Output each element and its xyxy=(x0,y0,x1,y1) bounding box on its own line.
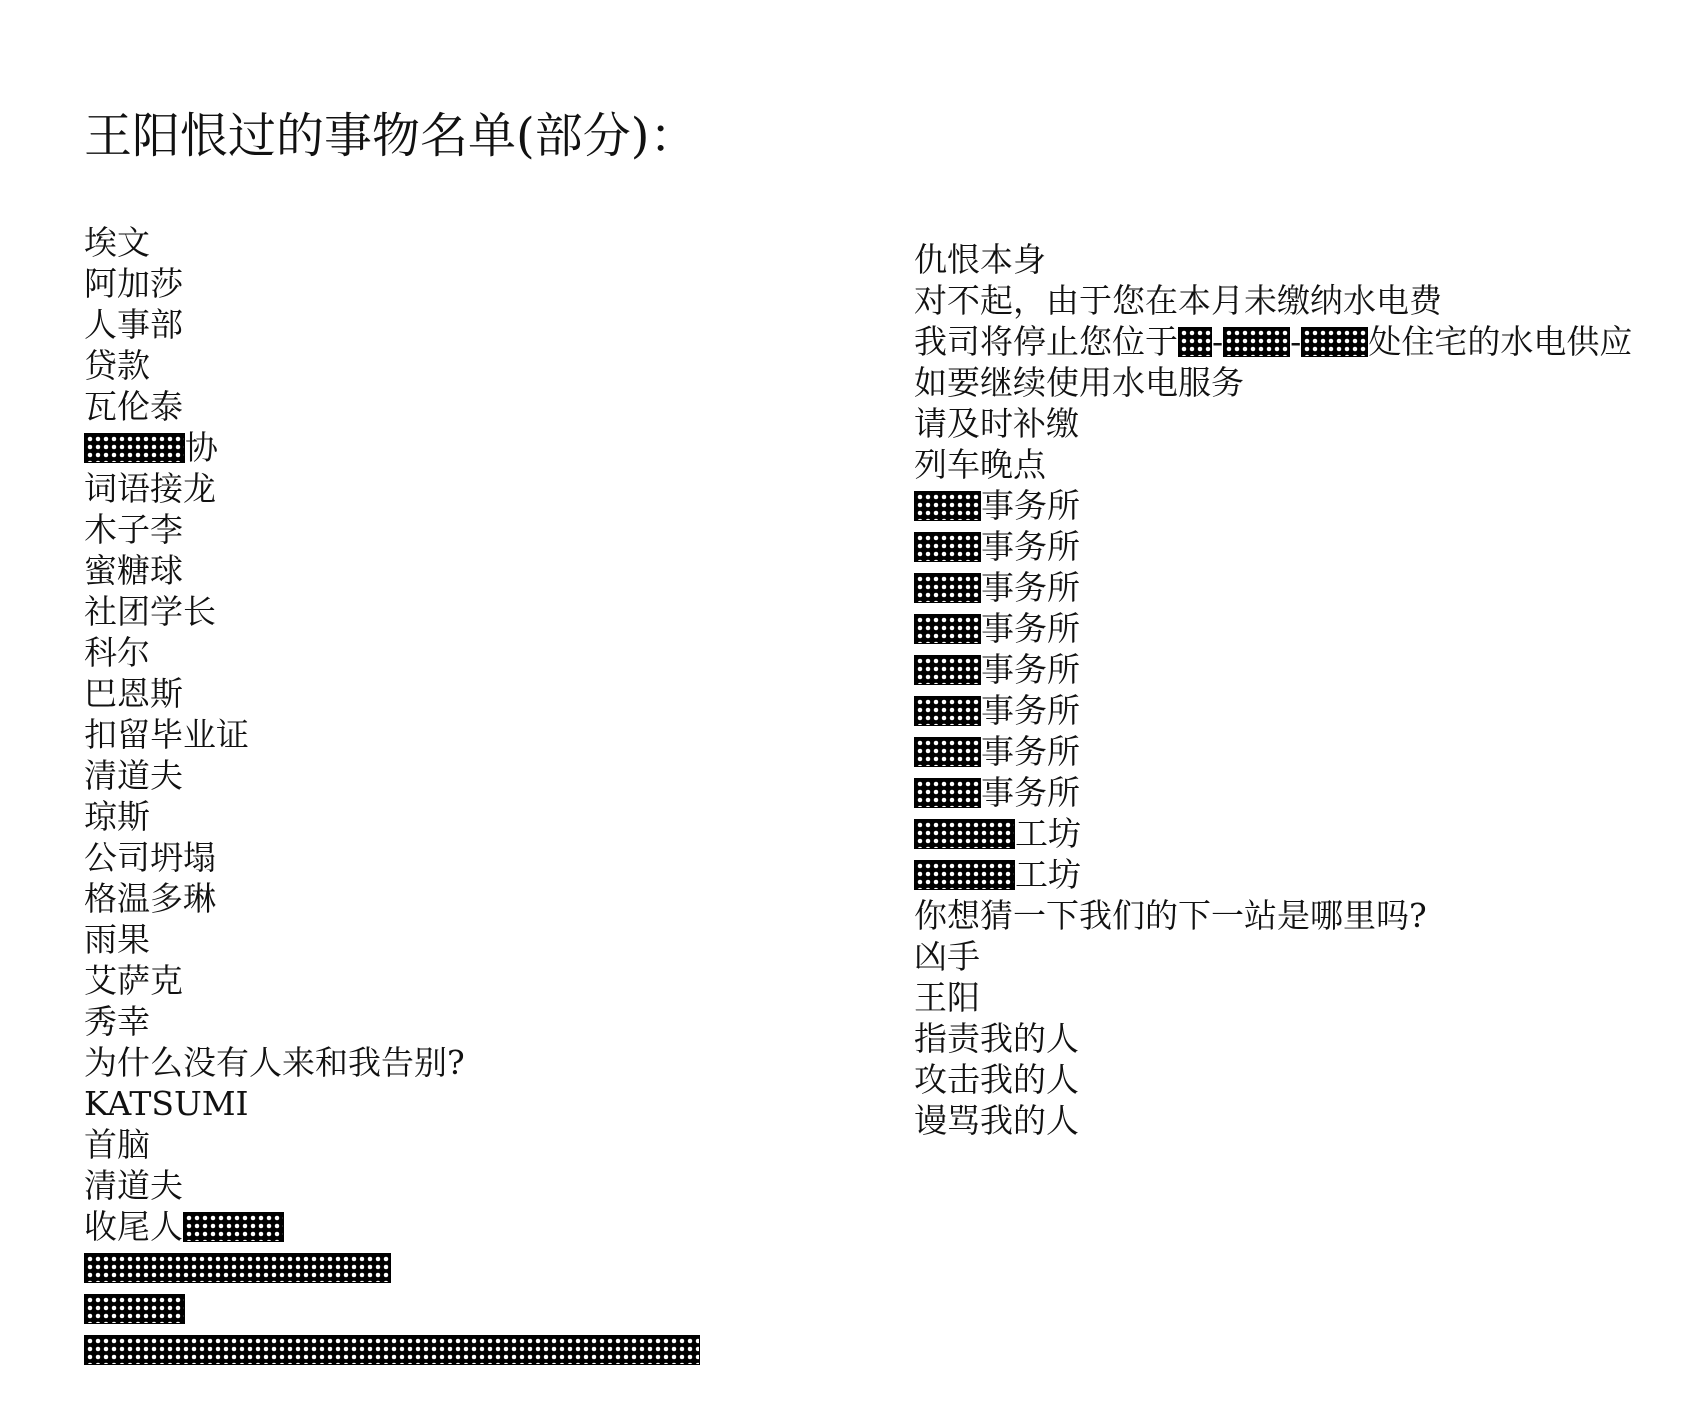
list-item-text: 事务所 xyxy=(981,609,1080,648)
list-item-text: 攻击我的人 xyxy=(914,1060,1079,1099)
list-item xyxy=(84,263,700,304)
list-item-text: 事务所 xyxy=(981,568,1080,607)
list-item-text: 事务所 xyxy=(981,650,1080,689)
list-item xyxy=(914,854,1632,895)
list-item-text: 埃文 xyxy=(84,223,150,262)
list-item-text: - xyxy=(1290,322,1302,361)
list-item-text: 事务所 xyxy=(981,527,1080,566)
list-item-text: 首脑 xyxy=(84,1125,150,1164)
page-title: 王阳恨过的事物名单(部分)： xyxy=(84,108,698,164)
list-item xyxy=(84,1329,700,1370)
redaction-block xyxy=(914,819,1015,849)
list-item-text: 词语接龙 xyxy=(84,469,216,508)
list-item xyxy=(914,280,1632,321)
list-item xyxy=(914,403,1632,444)
list-item-text: 指责我的人 xyxy=(914,1019,1079,1058)
redaction-block xyxy=(1301,327,1368,357)
redaction-block xyxy=(914,860,1015,890)
list-item-text: 仇恨本身 xyxy=(914,240,1046,279)
redaction-block xyxy=(84,1294,185,1324)
redaction-block xyxy=(914,696,981,726)
list-item xyxy=(84,837,700,878)
redaction-block xyxy=(1223,327,1290,357)
list-item xyxy=(914,731,1632,772)
list-item-text: - xyxy=(1212,322,1224,361)
list-item-text: 请及时补缴 xyxy=(914,404,1079,443)
list-item-text: 巴恩斯 xyxy=(84,674,183,713)
list-item xyxy=(914,444,1632,485)
list-item xyxy=(914,321,1632,362)
list-item xyxy=(914,649,1632,690)
list-item-text: 秀幸 xyxy=(84,1002,150,1041)
list-item-text: 列车晚点 xyxy=(914,445,1046,484)
list-item-text: 清道夫 xyxy=(84,1166,183,1205)
list-item xyxy=(84,591,700,632)
list-item xyxy=(914,813,1632,854)
list-item xyxy=(914,526,1632,567)
list-item-text: 工坊 xyxy=(1015,855,1081,894)
redaction-block xyxy=(84,433,185,463)
list-item xyxy=(84,427,700,468)
list-item-text: 谩骂我的人 xyxy=(914,1101,1079,1140)
list-item-text: 如要继续使用水电服务 xyxy=(914,363,1244,402)
list-item xyxy=(84,1247,700,1288)
list-item xyxy=(914,1018,1632,1059)
list-item-text: 琼斯 xyxy=(84,797,150,836)
list-item xyxy=(914,239,1632,280)
list-item-text: 贷款 xyxy=(84,346,150,385)
list-item-text: 收尾人 xyxy=(84,1207,183,1246)
list-item-text: 社团学长 xyxy=(84,592,216,631)
list-item xyxy=(914,608,1632,649)
redaction-block xyxy=(914,737,981,767)
redaction-block xyxy=(914,655,981,685)
list-item xyxy=(84,1042,700,1083)
list-item xyxy=(914,362,1632,403)
left-list xyxy=(84,222,700,1370)
list-item xyxy=(84,1165,700,1206)
list-item xyxy=(84,345,700,386)
list-item-text: 扣留毕业证 xyxy=(84,715,249,754)
list-item xyxy=(84,878,700,919)
list-item-text: 艾萨克 xyxy=(84,961,183,1000)
list-item-text: 公司坍塌 xyxy=(84,838,216,877)
list-item-text: 瓦伦泰 xyxy=(84,387,183,426)
list-item-text: 格温多琳 xyxy=(84,879,216,918)
list-item xyxy=(84,960,700,1001)
list-item xyxy=(914,485,1632,526)
redaction-block xyxy=(914,778,981,808)
list-item xyxy=(84,714,700,755)
list-item-text: 为什么没有人来和我告别? xyxy=(84,1043,465,1082)
list-item xyxy=(914,690,1632,731)
redaction-block xyxy=(914,573,981,603)
redaction-block xyxy=(84,1253,391,1283)
list-item-text: 王阳 xyxy=(914,978,980,1017)
list-item-text: 雨果 xyxy=(84,920,150,959)
list-item-text: 事务所 xyxy=(981,691,1080,730)
redaction-block xyxy=(84,1335,700,1365)
list-item-text: 我司将停止您位于 xyxy=(914,322,1178,361)
list-item xyxy=(914,895,1632,936)
list-item-text: 事务所 xyxy=(981,773,1080,812)
list-item xyxy=(914,977,1632,1018)
redaction-block xyxy=(183,1212,284,1242)
list-item-text: KATSUMI xyxy=(84,1084,249,1123)
list-item xyxy=(84,796,700,837)
list-item xyxy=(914,567,1632,608)
redaction-block xyxy=(1178,327,1212,357)
list-item xyxy=(84,509,700,550)
list-item xyxy=(84,919,700,960)
list-item-text: 事务所 xyxy=(981,486,1080,525)
list-item xyxy=(84,1124,700,1165)
list-item xyxy=(84,673,700,714)
redaction-block xyxy=(914,532,981,562)
list-item xyxy=(84,304,700,345)
list-item-text: 你想猜一下我们的下一站是哪里吗? xyxy=(914,896,1427,935)
list-item-text: 协 xyxy=(185,428,218,467)
list-item-text: 木子李 xyxy=(84,510,183,549)
list-item-text: 科尔 xyxy=(84,633,150,672)
list-item-text: 对不起，由于您在本月未缴纳水电费 xyxy=(914,281,1442,320)
right-list xyxy=(914,239,1632,1141)
list-item xyxy=(84,1288,700,1329)
list-item xyxy=(84,386,700,427)
list-item-text: 凶手 xyxy=(914,937,980,976)
list-item xyxy=(914,772,1632,813)
list-item-text: 清道夫 xyxy=(84,756,183,795)
list-item xyxy=(84,1001,700,1042)
list-item xyxy=(84,1083,700,1124)
list-item xyxy=(914,1059,1632,1100)
list-item xyxy=(84,468,700,509)
redaction-block xyxy=(914,614,981,644)
list-item xyxy=(84,632,700,673)
list-item-text: 工坊 xyxy=(1015,814,1081,853)
list-item xyxy=(84,1206,700,1247)
list-item-text: 阿加莎 xyxy=(84,264,183,303)
list-item-text: 事务所 xyxy=(981,732,1080,771)
list-item xyxy=(84,755,700,796)
list-item xyxy=(914,936,1632,977)
list-item xyxy=(914,1100,1632,1141)
list-item xyxy=(84,550,700,591)
list-item-text: 处住宅的水电供应 xyxy=(1368,322,1633,361)
list-item xyxy=(84,222,700,263)
redaction-block xyxy=(914,491,981,521)
list-item-text: 蜜糖球 xyxy=(84,551,183,590)
list-item-text: 人事部 xyxy=(84,305,183,344)
